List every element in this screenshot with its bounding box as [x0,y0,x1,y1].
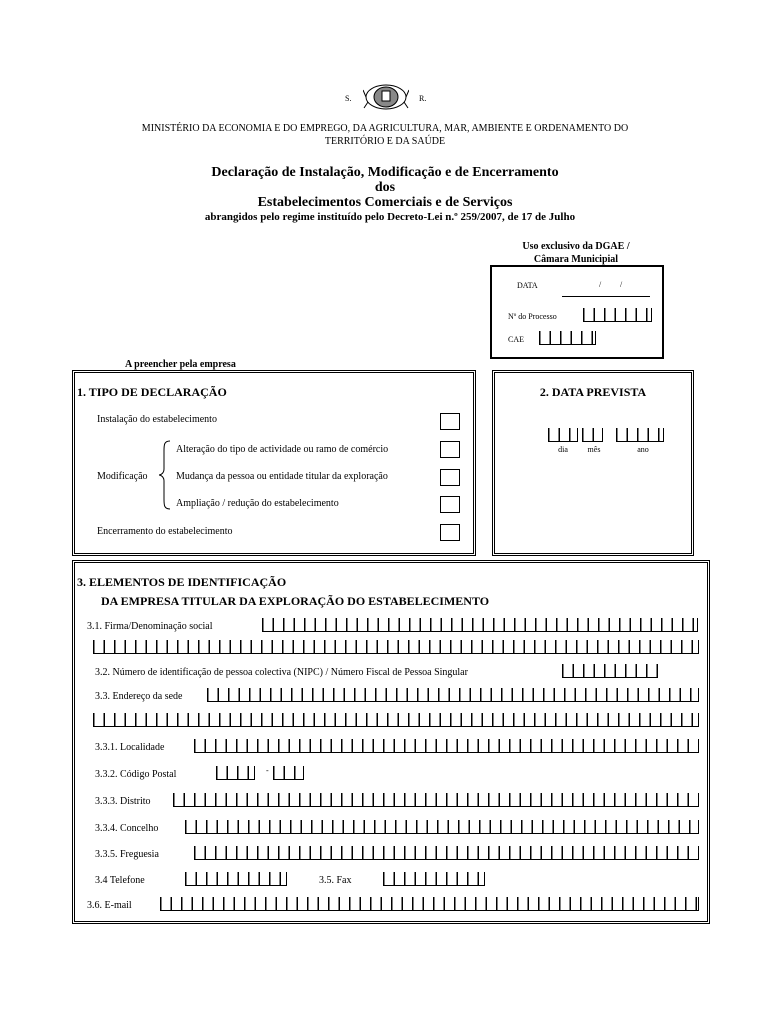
codigo-postal-field-1[interactable] [216,766,255,780]
telefone-label: 3.4 Telefone [95,875,145,886]
section-1-title: 1. TIPO DE DECLARAÇÃO [77,385,227,399]
fill-note: A preencher pela empresa [125,359,236,370]
freguesia-field[interactable] [194,846,699,860]
mes-caption: mês [587,445,601,454]
endereco-field-2[interactable] [93,713,699,727]
page-subtitle: abrangidos pelo regime instituído pelo Decreto-Lei n.º 259/2007, de 17 de Julho [204,211,576,223]
localidade-label: 3.3.1. Localidade [95,742,165,753]
codigo-postal-field-2[interactable] [273,766,304,780]
date-label: DATA [517,281,538,290]
nipc-field[interactable] [562,664,658,678]
dia-caption: dia [558,445,568,454]
encerramento-checkbox[interactable] [440,524,460,541]
endereco-field-1[interactable] [207,688,699,702]
date-field[interactable] [562,296,650,297]
distrito-label: 3.3.3. Distrito [95,796,151,807]
emblem-letter-left: S. [345,94,352,103]
fax-label: 3.5. Fax [319,875,352,886]
section-3-subtitle: DA EMPRESA TITULAR DA EXPLORAÇÃO DO ESTABELECIMENTO [101,594,490,608]
modificacao-label: Modificação [97,471,148,482]
processo-field[interactable] [583,308,652,322]
firma-label: 3.1. Firma/Denominação social [87,621,213,632]
instalacao-label: Instalação do estabelecimento [97,414,217,425]
concelho-field[interactable] [185,820,699,834]
concelho-label: 3.3.4. Concelho [95,823,159,834]
ministry-line-2: TERRITÓRIO E DA SAÚDE [324,136,446,147]
ampliacao-checkbox[interactable] [440,496,460,513]
emblem [345,82,435,112]
email-label: 3.6. E-mail [87,900,132,911]
brace-icon [158,439,174,511]
date-separator: / [599,280,602,289]
codigo-postal-label: 3.3.2. Código Postal [95,769,177,780]
codigo-postal-separator: - [266,766,269,775]
emblem-letter-right: R. [419,94,427,103]
firma-field-1[interactable] [262,618,698,632]
page-title-line3: Estabelecimentos Comerciais e de Serviços [257,195,513,210]
page-title: Declaração de Instalação, Modificação e de Encerramento [211,165,559,180]
ministry-line-1: MINISTÉRIO DA ECONOMIA E DO EMPREGO, DA AGRICULTURA, MAR, AMBIENTE E ORDENAMENTO DO [141,123,629,134]
email-field[interactable] [160,897,699,911]
cae-label: CAE [508,335,524,344]
alteracao-label: Alteração do tipo de actividade ou ramo de comércio [176,444,389,455]
mudanca-label: Mudança da pessoa ou entidade titular da exploração [176,471,388,482]
firma-field-2[interactable] [93,640,699,654]
section-2-title: 2. DATA PREVISTA [539,385,647,399]
office-heading: Uso exclusivo da DGAE / [522,241,630,252]
dia-field[interactable] [548,428,578,442]
ampliacao-label: Ampliação / redução do estabelecimento [176,498,339,509]
alteracao-checkbox[interactable] [440,441,460,458]
telefone-field[interactable] [185,872,287,886]
mudanca-checkbox[interactable] [440,469,460,486]
office-heading-2: Câmara Municipial [533,254,619,265]
nipc-label: 3.2. Número de identificação de pessoa colectiva (NIPC) / Número Fiscal de Pessoa Singular [95,667,468,678]
localidade-field[interactable] [194,739,699,753]
ano-caption: ano [637,445,649,454]
section-identificacao [72,560,710,924]
freguesia-label: 3.3.5. Freguesia [95,849,159,860]
cae-field[interactable] [539,331,596,345]
mes-field[interactable] [582,428,603,442]
endereco-label: 3.3. Endereço da sede [95,691,183,702]
processo-label: Nº do Processo [508,312,557,321]
instalacao-checkbox[interactable] [440,413,460,430]
ano-field[interactable] [616,428,664,442]
coat-of-arms-icon [363,82,409,112]
distrito-field[interactable] [173,793,699,807]
section-data-prevista [492,370,694,556]
fax-field[interactable] [383,872,485,886]
encerramento-label: Encerramento do estabelecimento [97,526,233,537]
section-3-title: 3. ELEMENTOS DE IDENTIFICAÇÃO [77,575,287,589]
date-separator: / [620,280,623,289]
section-tipo-declaracao [72,370,476,556]
office-use-box [490,265,664,359]
page-title-dos: dos [374,180,396,195]
